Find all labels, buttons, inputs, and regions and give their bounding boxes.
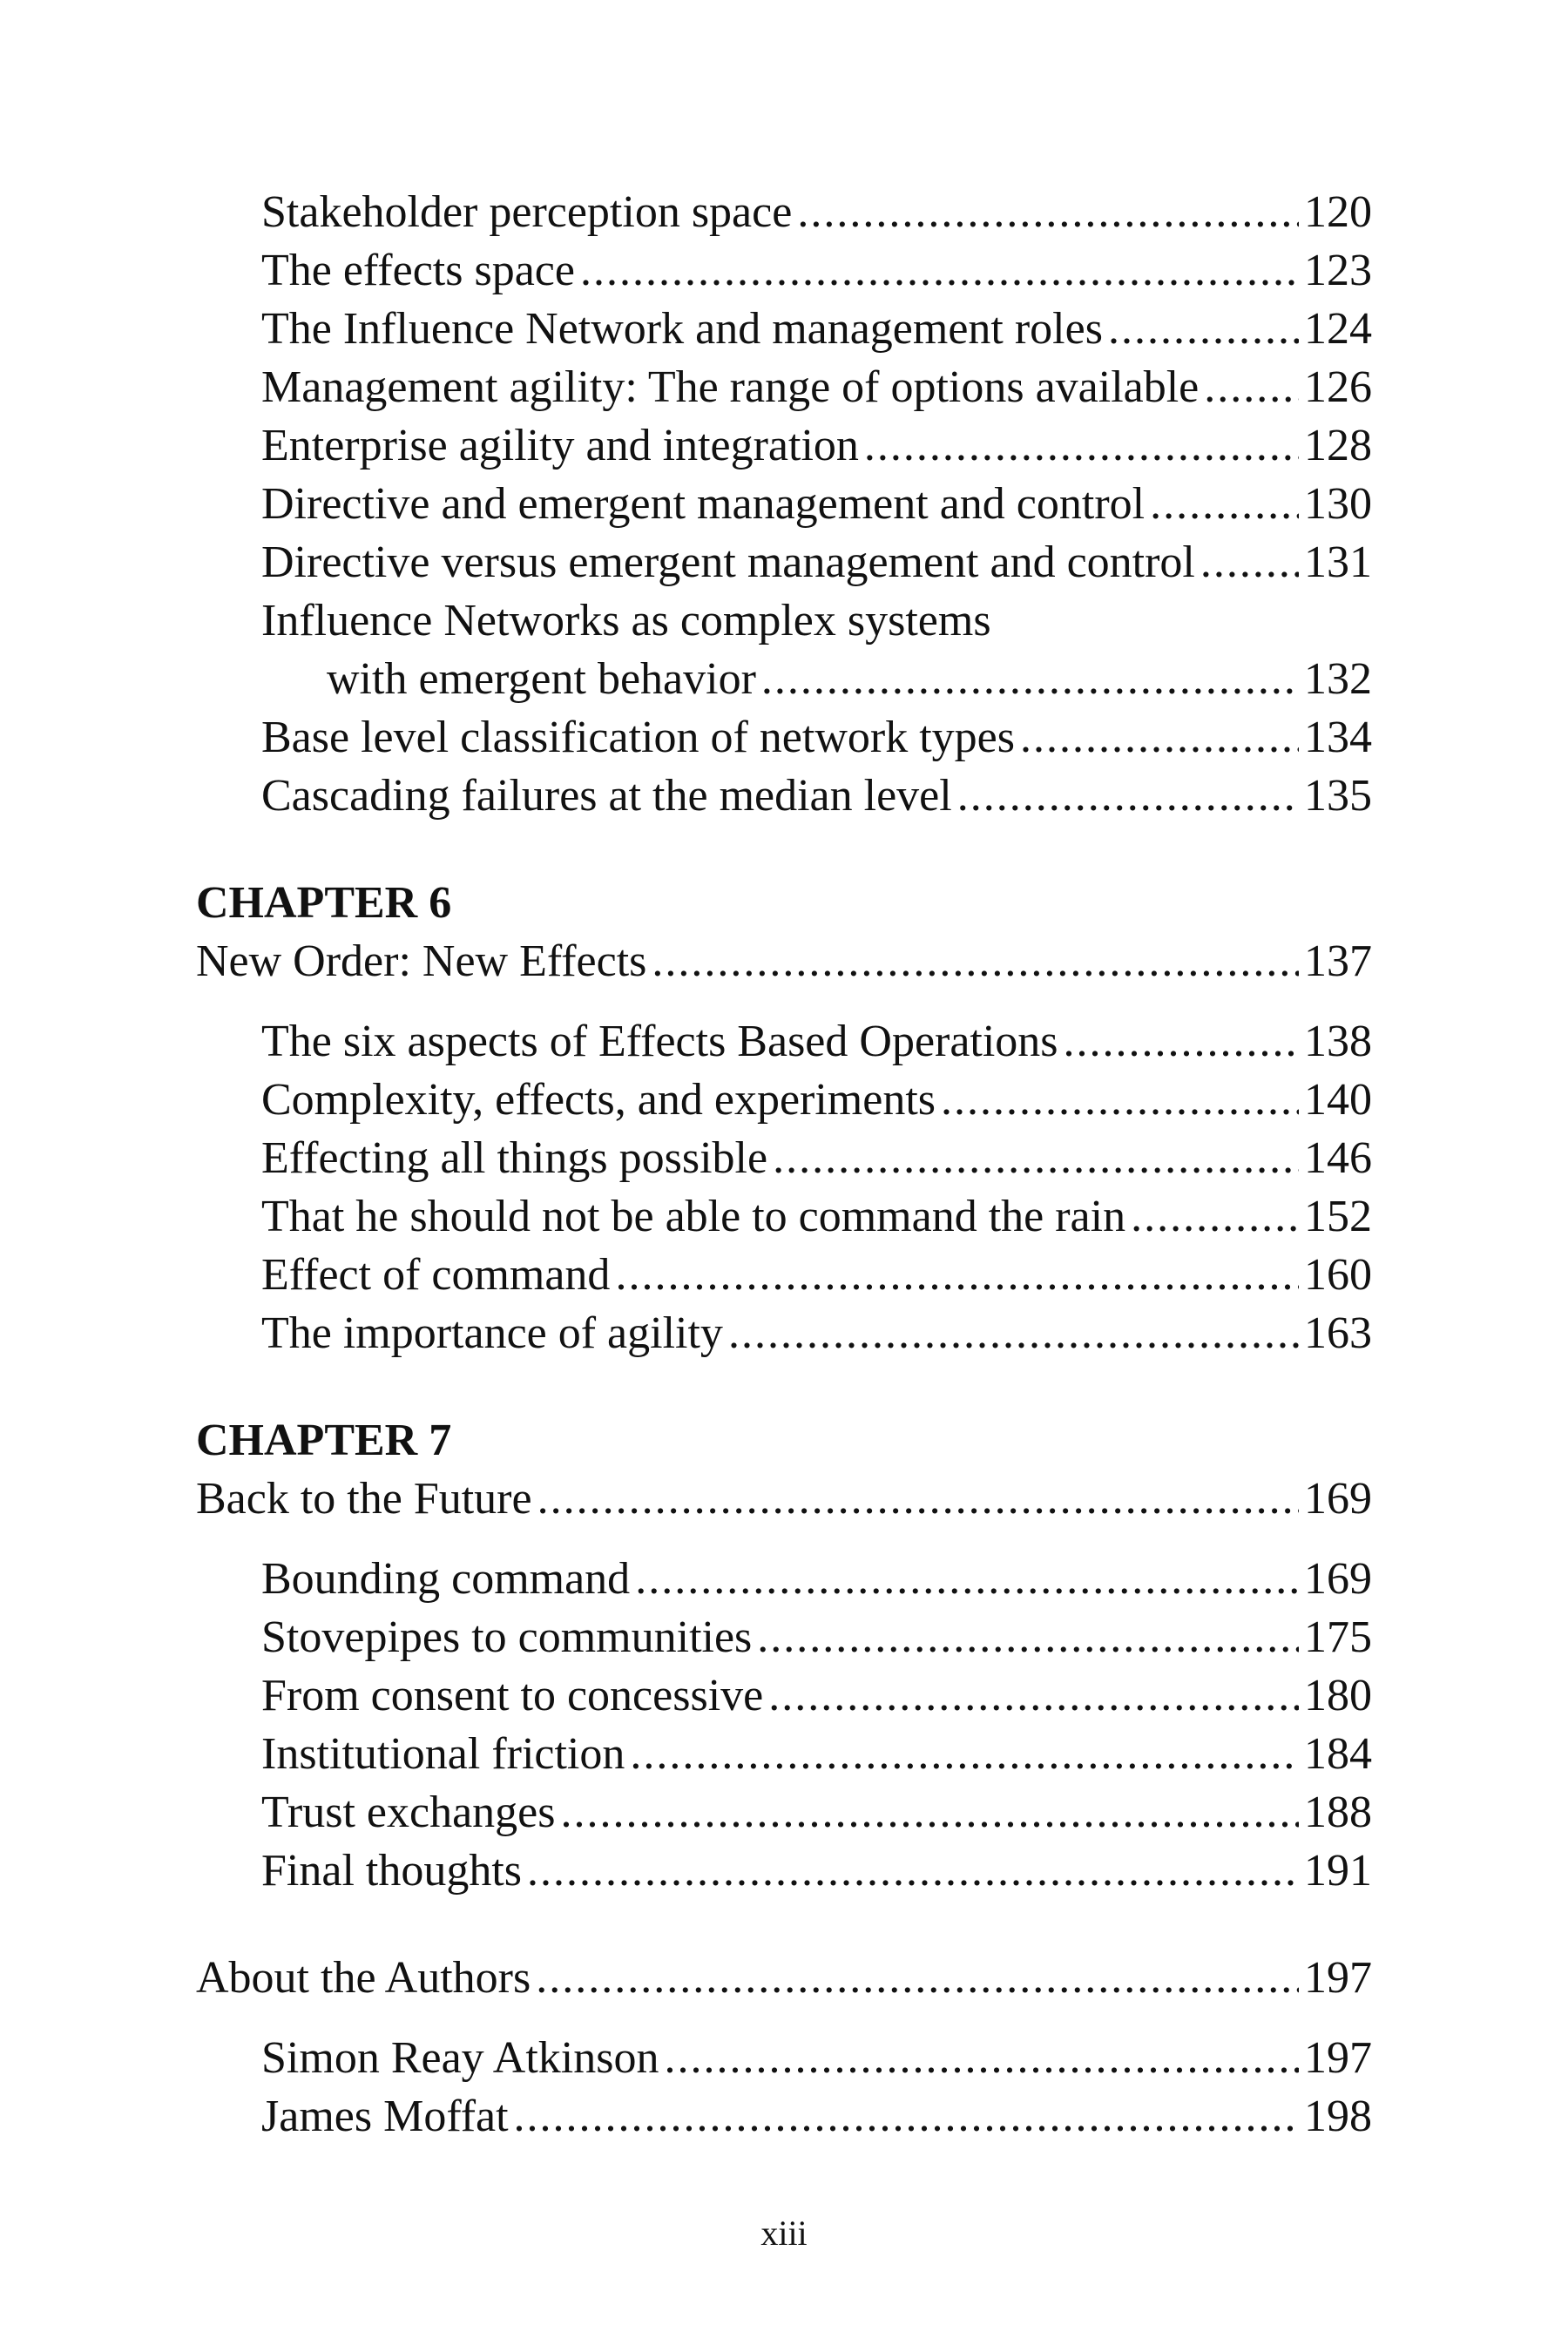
dot-leader [514, 2087, 1299, 2146]
chapter-title-entry: New Order: New Effects ..... 137 [196, 932, 1372, 990]
toc-entry: Trust exchanges ..... 188 [196, 1783, 1372, 1842]
dot-leader [635, 1550, 1299, 1608]
dot-leader [864, 416, 1299, 475]
dot-leader [1200, 533, 1299, 591]
dot-leader [1150, 475, 1299, 533]
dot-leader [1064, 1012, 1299, 1071]
toc-entry: Institutional friction ..... 184 [196, 1725, 1372, 1783]
dot-leader [652, 932, 1299, 990]
toc-entry: Directive versus emergent management and control ..... 131 [196, 533, 1372, 591]
dot-leader [630, 1725, 1299, 1783]
page-number-footer: xiii [760, 2213, 808, 2253]
toc-entry: Bounding command ..... 169 [196, 1550, 1372, 1608]
chapter-heading: CHAPTER 7 [196, 1416, 452, 1465]
toc-entry: The six aspects of Effects Based Operations ..... 138 [196, 1012, 1372, 1071]
chapter-heading: CHAPTER 6 [196, 878, 452, 928]
dot-leader [580, 241, 1299, 300]
table-of-contents [196, 183, 1372, 2146]
toc-entry-continuation: with emergent behavior ..... 132 [196, 650, 1372, 708]
toc-entry: The effects space ..... 123 [196, 241, 1372, 300]
toc-entry: Effecting all things possible ..... 146 [196, 1129, 1372, 1187]
about-authors-entry: About the Authors ..... 197 [196, 1949, 1372, 2007]
dot-leader [1020, 708, 1299, 767]
toc-entry: Cascading failures at the median level ..... 135 [196, 767, 1372, 825]
toc-entry: Directive and emergent management and control ..... 130 [196, 475, 1372, 533]
toc-entry: Complexity, effects, and experiments ..... 140 [196, 1071, 1372, 1129]
dot-leader [957, 767, 1299, 825]
dot-leader [1108, 300, 1299, 358]
dot-leader [757, 1608, 1299, 1666]
dot-leader [941, 1071, 1299, 1129]
dot-leader [537, 1470, 1299, 1528]
toc-entry: Simon Reay Atkinson ..... 197 [196, 2029, 1372, 2087]
toc-entry: Base level classification of network types ..... 134 [196, 708, 1372, 767]
toc-entry: Enterprise agility and integration ..... 128 [196, 416, 1372, 475]
dot-leader [728, 1304, 1299, 1362]
dot-leader [768, 1666, 1299, 1725]
toc-entry: Stovepipes to communities ..... 175 [196, 1608, 1372, 1666]
toc-entry: Effect of command ..... 160 [196, 1246, 1372, 1304]
toc-entry: Influence Networks as complex systems [261, 596, 991, 645]
dot-leader [797, 183, 1299, 241]
chapter-title-entry: Back to the Future ..... 169 [196, 1470, 1372, 1528]
dot-leader [761, 650, 1299, 708]
dot-leader [561, 1783, 1300, 1842]
toc-entry: The importance of agility ..... 163 [196, 1304, 1372, 1362]
toc-entry: James Moffat ..... 198 [196, 2087, 1372, 2146]
dot-leader [773, 1129, 1299, 1187]
toc-entry: Management agility: The range of options available ..... 126 [196, 358, 1372, 416]
dot-leader [1131, 1187, 1299, 1246]
dot-leader [615, 1246, 1299, 1304]
toc-entry: The Influence Network and management roles ..... 124 [196, 300, 1372, 358]
dot-leader [1204, 358, 1299, 416]
dot-leader [536, 1949, 1299, 2007]
dot-leader [664, 2029, 1299, 2087]
toc-entry: Final thoughts ..... 191 [196, 1842, 1372, 1900]
toc-entry: That he should not be able to command the rain ..... 152 [196, 1187, 1372, 1246]
toc-entry: From consent to concessive ..... 180 [196, 1666, 1372, 1725]
dot-leader [527, 1842, 1299, 1900]
toc-entry: Stakeholder perception space ..... 120 [196, 183, 1372, 241]
